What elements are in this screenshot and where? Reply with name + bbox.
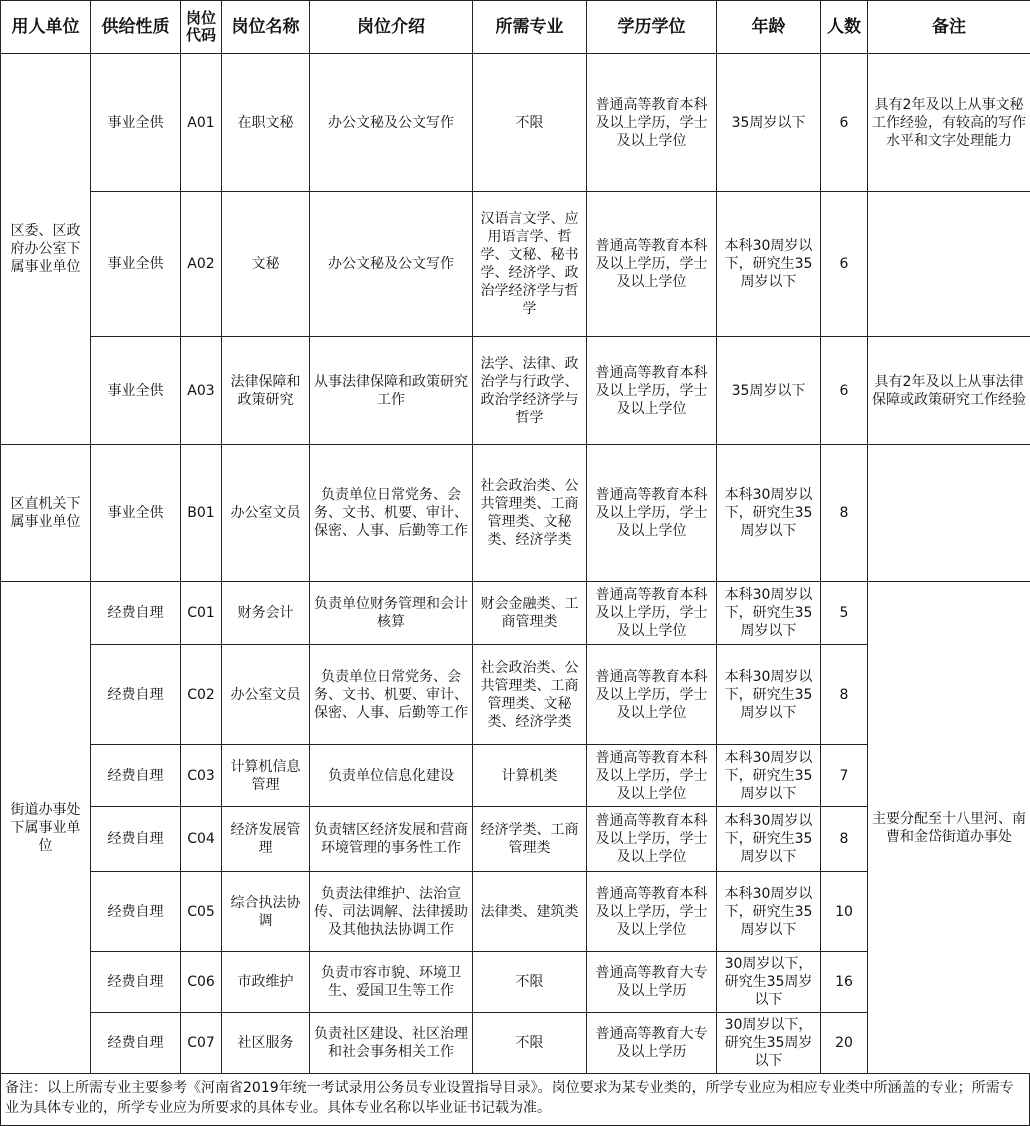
- code-cell: C01: [181, 582, 222, 645]
- degree-cell: 普通高等教育本科及以上学历，学士及以上学位: [587, 192, 717, 337]
- code-cell: A03: [181, 337, 222, 445]
- unit-cell: 街道办事处下属事业单位: [1, 582, 91, 1074]
- remark-cell: 具有2年及以上从事文秘工作经验，有较高的写作水平和文字处理能力: [868, 54, 1030, 192]
- remark-cell: [868, 445, 1030, 582]
- count-cell: 20: [821, 1013, 868, 1074]
- age-cell: 本科30周岁以下，研究生35周岁以下: [717, 745, 821, 807]
- intro-cell: 办公文秘及公文写作: [310, 54, 473, 192]
- count-cell: 8: [821, 645, 868, 745]
- degree-cell: 普通高等教育大专及以上学历: [587, 1013, 717, 1074]
- age-cell: 本科30周岁以下，研究生35周岁以下: [717, 445, 821, 582]
- count-cell: 7: [821, 745, 868, 807]
- major-cell: 法学、法律、政治学与行政学、政治学经济学与哲学: [473, 337, 587, 445]
- header-code: 岗位代码: [181, 1, 222, 54]
- name-cell: 社区服务: [222, 1013, 310, 1074]
- major-cell: 社会政治类、公共管理类、工商管理类、文秘类、经济学类: [473, 445, 587, 582]
- code-cell: C02: [181, 645, 222, 745]
- count-cell: 6: [821, 337, 868, 445]
- table-row: [1, 337, 1030, 445]
- age-cell: 35周岁以下: [717, 54, 821, 192]
- intro-cell: 从事法律保障和政策研究工作: [310, 337, 473, 445]
- age-cell: 本科30周岁以下，研究生35周岁以下: [717, 807, 821, 872]
- major-cell: 财会金融类、工商管理类: [473, 582, 587, 645]
- funding-cell: 经费自理: [91, 745, 181, 807]
- header-major: 所需专业: [473, 1, 587, 54]
- name-cell: 法律保障和政策研究: [222, 337, 310, 445]
- major-cell: 社会政治类、公共管理类、工商管理类、文秘类、经济学类: [473, 645, 587, 745]
- funding-cell: 事业全供: [91, 192, 181, 337]
- intro-cell: 负责社区建设、社区治理和社会事务相关工作: [310, 1013, 473, 1074]
- remark-cell: 主要分配至十八里河、南曹和金岱街道办事处: [868, 582, 1030, 1074]
- count-cell: 10: [821, 872, 868, 952]
- age-cell: 本科30周岁以下，研究生35周岁以下: [717, 582, 821, 645]
- header-name: 岗位名称: [222, 1, 310, 54]
- intro-cell: 负责法律维护、法治宣传、司法调解、法律援助及其他执法协调工作: [310, 872, 473, 952]
- table-row: [1, 445, 1030, 582]
- count-cell: 8: [821, 445, 868, 582]
- degree-cell: 普通高等教育本科及以上学历，学士及以上学位: [587, 807, 717, 872]
- name-cell: 经济发展管理: [222, 807, 310, 872]
- name-cell: 办公室文员: [222, 445, 310, 582]
- intro-cell: 负责市容市貌、环境卫生、爱国卫生等工作: [310, 952, 473, 1013]
- funding-cell: 经费自理: [91, 582, 181, 645]
- age-cell: 本科30周岁以下，研究生35周岁以下: [717, 192, 821, 337]
- intro-cell: 负责单位日常党务、会务、文书、机要、审计、保密、人事、后勤等工作: [310, 445, 473, 582]
- code-cell: C03: [181, 745, 222, 807]
- count-cell: 6: [821, 54, 868, 192]
- code-cell: C05: [181, 872, 222, 952]
- header-remark: 备注: [868, 1, 1030, 54]
- major-cell: 不限: [473, 54, 587, 192]
- remark-cell: [868, 192, 1030, 337]
- funding-cell: 经费自理: [91, 952, 181, 1013]
- header-age: 年龄: [717, 1, 821, 54]
- intro-cell: 负责单位日常党务、会务、文书、机要、审计、保密、人事、后勤等工作: [310, 645, 473, 745]
- degree-cell: 普通高等教育本科及以上学历，学士及以上学位: [587, 582, 717, 645]
- age-cell: 30周岁以下，研究生35周岁以下: [717, 952, 821, 1013]
- funding-cell: 事业全供: [91, 445, 181, 582]
- intro-cell: 负责单位信息化建设: [310, 745, 473, 807]
- major-cell: 不限: [473, 952, 587, 1013]
- code-cell: C07: [181, 1013, 222, 1074]
- major-cell: 计算机类: [473, 745, 587, 807]
- name-cell: 综合执法协调: [222, 872, 310, 952]
- table-row: [1, 582, 1030, 645]
- age-cell: 30周岁以下，研究生35周岁以下: [717, 1013, 821, 1074]
- header-intro: 岗位介绍: [310, 1, 473, 54]
- major-cell: 法律类、建筑类: [473, 872, 587, 952]
- count-cell: 6: [821, 192, 868, 337]
- funding-cell: 事业全供: [91, 337, 181, 445]
- degree-cell: 普通高等教育本科及以上学历，学士及以上学位: [587, 337, 717, 445]
- degree-cell: 普通高等教育本科及以上学历，学士及以上学位: [587, 54, 717, 192]
- major-cell: 不限: [473, 1013, 587, 1074]
- major-cell: 经济学类、工商管理类: [473, 807, 587, 872]
- intro-cell: 办公文秘及公文写作: [310, 192, 473, 337]
- header-unit: 用人单位: [1, 1, 91, 54]
- header-degree: 学历学位: [587, 1, 717, 54]
- name-cell: 计算机信息管理: [222, 745, 310, 807]
- intro-cell: 负责辖区经济发展和营商环境管理的事务性工作: [310, 807, 473, 872]
- major-cell: 汉语言文学、应用语言学、哲学、文秘、秘书学、经济学、政治学经济学与哲学: [473, 192, 587, 337]
- age-cell: 本科30周岁以下，研究生35周岁以下: [717, 872, 821, 952]
- name-cell: 在职文秘: [222, 54, 310, 192]
- funding-cell: 经费自理: [91, 872, 181, 952]
- code-cell: A02: [181, 192, 222, 337]
- unit-cell: 区委、区政府办公室下属事业单位: [1, 54, 91, 445]
- table-footnote: 备注：以上所需专业主要参考《河南省2019年统一考试录用公务员专业设置指导目录》。岗位要求为某专业类的，所学专业应为相应专业类中所涵盖的专业；所需专业为具体专业的，所学专业应为所要求的具体专业。具体专业名称以毕业证书记载为准。: [0, 1074, 1030, 1126]
- funding-cell: 事业全供: [91, 54, 181, 192]
- name-cell: 办公室文员: [222, 645, 310, 745]
- degree-cell: 普通高等教育大专及以上学历: [587, 952, 717, 1013]
- code-cell: A01: [181, 54, 222, 192]
- header-funding: 供给性质: [91, 1, 181, 54]
- intro-cell: 负责单位财务管理和会计核算: [310, 582, 473, 645]
- count-cell: 8: [821, 807, 868, 872]
- age-cell: 本科30周岁以下，研究生35周岁以下: [717, 645, 821, 745]
- unit-cell: 区直机关下属事业单位: [1, 445, 91, 582]
- degree-cell: 普通高等教育本科及以上学历，学士及以上学位: [587, 745, 717, 807]
- age-cell: 35周岁以下: [717, 337, 821, 445]
- code-cell: C04: [181, 807, 222, 872]
- code-cell: B01: [181, 445, 222, 582]
- count-cell: 16: [821, 952, 868, 1013]
- funding-cell: 经费自理: [91, 1013, 181, 1074]
- funding-cell: 经费自理: [91, 645, 181, 745]
- remark-cell: 具有2年及以上从事法律保障或政策研究工作经验: [868, 337, 1030, 445]
- header-count: 人数: [821, 1, 868, 54]
- name-cell: 文秘: [222, 192, 310, 337]
- name-cell: 市政维护: [222, 952, 310, 1013]
- funding-cell: 经费自理: [91, 807, 181, 872]
- degree-cell: 普通高等教育本科及以上学历，学士及以上学位: [587, 445, 717, 582]
- code-cell: C06: [181, 952, 222, 1013]
- header-row: [1, 1, 1030, 54]
- name-cell: 财务会计: [222, 582, 310, 645]
- degree-cell: 普通高等教育本科及以上学历，学士及以上学位: [587, 645, 717, 745]
- table-row: [1, 192, 1030, 337]
- degree-cell: 普通高等教育本科及以上学历，学士及以上学位: [587, 872, 717, 952]
- table-row: [1, 54, 1030, 192]
- count-cell: 5: [821, 582, 868, 645]
